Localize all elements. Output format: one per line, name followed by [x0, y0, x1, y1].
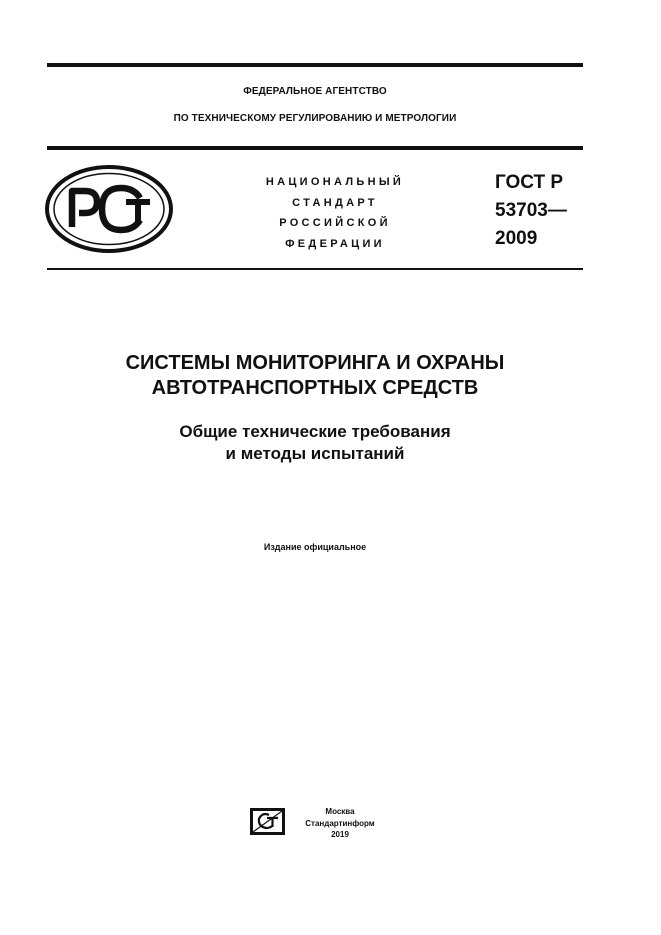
- publisher-name: Стандартинформ: [305, 818, 375, 828]
- standard-designation-line2: 53703—: [495, 200, 567, 221]
- document-subtitle-line1: Общие технические требования: [179, 422, 451, 441]
- document-subtitle-line2: и методы испытаний: [225, 444, 405, 463]
- document-subtitle: [47, 421, 583, 465]
- document-title: [47, 351, 583, 401]
- standard-word-4: ФЕДЕРАЦИИ: [285, 237, 385, 250]
- standard-designation-line1: ГОСТ Р: [495, 172, 564, 193]
- standard-designation-line3: 2009: [495, 228, 538, 249]
- standard-designation: [495, 169, 567, 253]
- document-title-line1: СИСТЕМЫ МОНИТОРИНГА И ОХРАНЫ: [125, 352, 505, 374]
- publisher-imprint: [293, 806, 387, 841]
- standartinform-logo-icon: [249, 807, 286, 836]
- standard-word-1: НАЦИОНАЛЬНЫЙ: [265, 176, 405, 188]
- publisher-city: Москва: [325, 807, 355, 816]
- national-standard-block: [232, 172, 438, 254]
- edition-note: Издание официальное: [263, 542, 367, 552]
- agency-name-line1: ФЕДЕРАЛЬНОЕ АГЕНТСТВО: [243, 86, 387, 97]
- bottom-rule: [47, 268, 583, 270]
- standard-word-2: СТАНДАРТ: [292, 196, 378, 209]
- rst-certification-mark-icon: [44, 164, 174, 254]
- middle-rule: [47, 146, 583, 150]
- top-rule: [47, 63, 583, 67]
- publication-year: 2019: [331, 830, 349, 839]
- standard-word-3: РОССИЙСКОЙ: [279, 217, 391, 229]
- agency-name-line2: ПО ТЕХНИЧЕСКОМУ РЕГУЛИРОВАНИЮ И МЕТРОЛОГИИ: [173, 113, 457, 124]
- document-title-line2: АВТОТРАНСПОРТНЫХ СРЕДСТВ: [151, 377, 479, 399]
